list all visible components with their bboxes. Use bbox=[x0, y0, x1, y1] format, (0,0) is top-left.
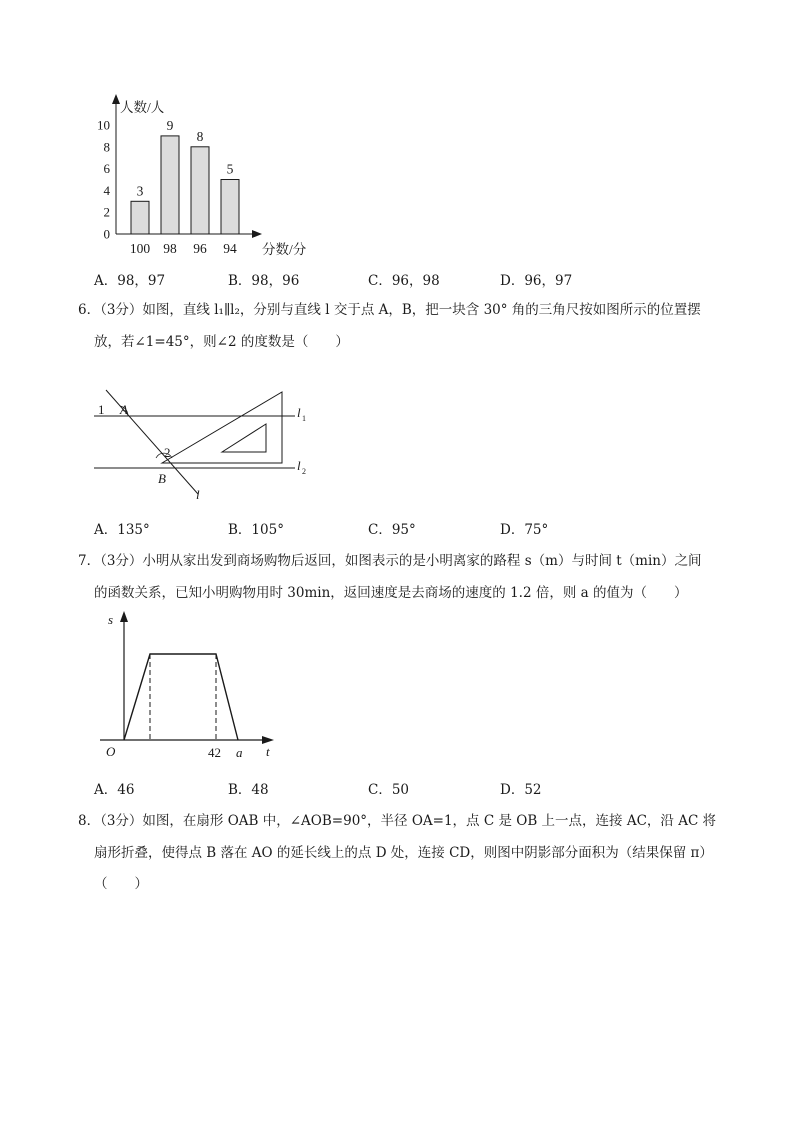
point-a-label: A bbox=[120, 402, 128, 417]
bar-value-label: 8 bbox=[196, 128, 204, 144]
line-l-label: l bbox=[196, 487, 200, 502]
q5-option-a[interactable]: A．98，97 bbox=[94, 273, 166, 289]
angle1-label: 1 bbox=[98, 402, 105, 417]
q7-option-d[interactable]: D．52 bbox=[500, 782, 542, 798]
bar-value-label: 3 bbox=[136, 183, 144, 199]
bar-value-label: 5 bbox=[226, 161, 234, 177]
q6-figure bbox=[90, 360, 330, 510]
y-tick-label: 8 bbox=[103, 139, 110, 155]
y-tick-label: 6 bbox=[103, 161, 110, 177]
tick-a: a bbox=[236, 745, 243, 760]
q5-option-d[interactable]: D．96，97 bbox=[500, 273, 573, 289]
q6-stem-line2: 放，若∠1=45°，则∠2 的度数是（ ） bbox=[94, 334, 349, 350]
y-axis-arrow bbox=[112, 94, 120, 104]
q7-figure bbox=[100, 606, 290, 766]
origin-label: O bbox=[106, 744, 116, 759]
y-tick-label: 0 bbox=[103, 226, 110, 242]
q6-option-c[interactable]: C．95° bbox=[368, 522, 416, 538]
q6-option-d[interactable]: D．75° bbox=[500, 522, 549, 538]
q5-option-c[interactable]: C．96，98 bbox=[368, 273, 440, 289]
q6-stem-line1: 6．（3分）如图，直线 l₁∥l₂，分别与直线 l 交于点 A，B，把一块含 30° 角的三角尺按如图所示的位置摆 bbox=[78, 302, 701, 318]
l1-label: l bbox=[297, 405, 301, 420]
q5-bar-chart bbox=[80, 90, 320, 260]
y-tick-label: 4 bbox=[103, 182, 110, 198]
q8-stem-line1: 8．（3分）如图，在扇形 OAB 中，∠AOB=90°，半径 OA=1，点 C 是 OB 上一点，连接 AC，沿 AC 将 bbox=[78, 813, 717, 829]
s-axis-arrow bbox=[120, 611, 128, 622]
x-tick-label: 98 bbox=[163, 241, 177, 256]
q8-stem-line3: （ ） bbox=[94, 876, 148, 892]
bar-value-label: 9 bbox=[166, 117, 174, 133]
x-tick-label: 94 bbox=[223, 241, 237, 256]
q5-option-b[interactable]: B．98，96 bbox=[228, 273, 300, 289]
x-axis-arrow bbox=[252, 230, 262, 238]
l1-sub: 1 bbox=[302, 414, 306, 423]
distance-time-graph bbox=[124, 654, 238, 740]
y-tick-label: 2 bbox=[103, 204, 110, 220]
q8-stem-line2: 扇形折叠，使得点 B 落在 AO 的延长线上的点 D 处，连接 CD，则图中阴影部分面积为（结果保留 π） bbox=[94, 845, 713, 861]
q7-option-a[interactable]: A．46 bbox=[94, 782, 135, 798]
bar-96 bbox=[191, 147, 209, 234]
x-tick-label: 100 bbox=[129, 241, 151, 256]
x-tick-label: 96 bbox=[193, 241, 207, 256]
l2-label: l bbox=[297, 458, 301, 473]
angle2-label: 2 bbox=[164, 445, 171, 460]
t-label: t bbox=[266, 744, 270, 759]
bar-100 bbox=[131, 201, 149, 234]
q6-option-a[interactable]: A．135° bbox=[94, 522, 150, 538]
set-square-inner bbox=[222, 424, 266, 452]
q6-option-b[interactable]: B．105° bbox=[228, 522, 284, 538]
x-axis-label: 分数/分 bbox=[262, 242, 307, 257]
q7-stem-line1: 7．（3分）小明从家出发到商场购物后返回，如图表示的是小明离家的路程 s（m）与时间 t（min）之间 bbox=[78, 553, 702, 569]
bar-94 bbox=[221, 180, 239, 235]
q7-stem-line2: 的函数关系，已知小明购物用时 30min，返回速度是去商场的速度的 1.2 倍，则 a 的值为（ ） bbox=[94, 585, 688, 601]
t-axis-arrow bbox=[262, 736, 274, 744]
q7-option-c[interactable]: C．50 bbox=[368, 782, 410, 798]
s-label: s bbox=[108, 612, 114, 627]
l2-sub: 2 bbox=[302, 467, 306, 476]
tick-42: 42 bbox=[208, 745, 221, 760]
bar-98 bbox=[161, 136, 179, 234]
y-axis-label: 人数/人 bbox=[120, 100, 165, 115]
y-tick-label: 10 bbox=[97, 117, 110, 133]
q7-option-b[interactable]: B．48 bbox=[228, 782, 269, 798]
point-b-label: B bbox=[158, 471, 166, 486]
